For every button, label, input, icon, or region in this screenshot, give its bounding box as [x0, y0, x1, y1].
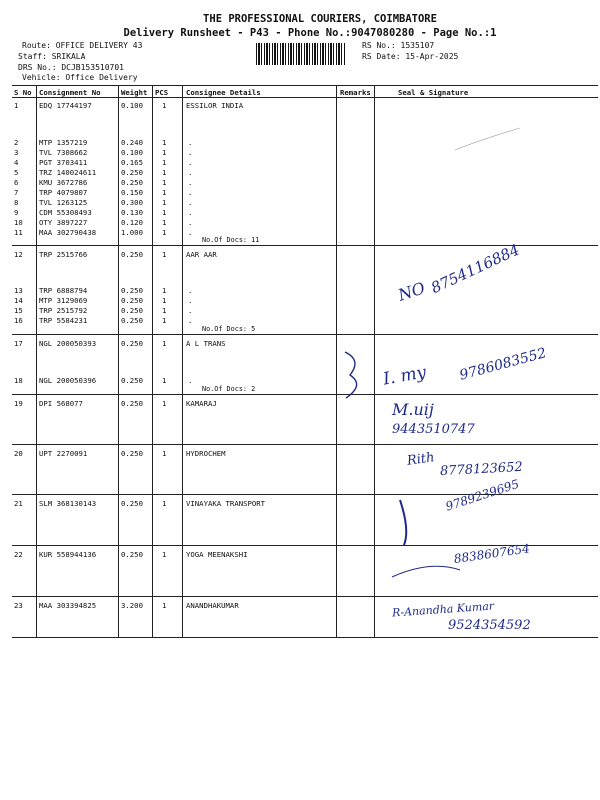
row-weight: 0.250 [121, 178, 143, 187]
row-sno: 22 [14, 550, 23, 559]
row-sno: 23 [14, 601, 23, 610]
handwritten-phone: 9443510747 [392, 422, 475, 437]
bracket-signature-stroke [345, 352, 357, 398]
row-consignment: KMU 3672786 [39, 178, 88, 187]
col-header-remarks: Remarks [340, 88, 371, 97]
row-sno: 17 [14, 339, 23, 348]
row-weight: 0.250 [121, 449, 143, 458]
runsheet-subtitle: Delivery Runsheet - P43 - Phone No.:9047080280 - Page No.:1 [123, 27, 497, 39]
row-consignment: PGT 3703411 [39, 158, 88, 167]
row-consignee: . [188, 198, 193, 207]
row-consignee: AAR AAR [186, 250, 217, 259]
row-consignment: TRP 2515766 [39, 250, 88, 259]
row-consignee: . [188, 178, 193, 187]
row-consignment: EDQ 17744197 [39, 101, 92, 110]
row-weight: 0.120 [121, 218, 143, 227]
row-pcs: 1 [162, 148, 167, 157]
row-pcs: 1 [162, 316, 167, 325]
handwritten-phone: 9786083552 [457, 345, 549, 384]
row-pcs: 1 [162, 601, 167, 610]
col-header-sno: S No [14, 88, 32, 97]
row-sno: 7 [14, 188, 19, 197]
row-consignment: DPI 568077 [39, 399, 83, 408]
row-pcs: 1 [162, 250, 167, 259]
signature-stroke [392, 566, 460, 577]
row-weight: 0.240 [121, 138, 143, 147]
row-consignment: SLM 368130143 [39, 499, 97, 508]
row-sno: 19 [14, 399, 23, 408]
row-sno: 3 [14, 148, 19, 157]
doc-count: No.Of Docs: 2 [202, 385, 256, 393]
col-header-weight: Weight [121, 88, 148, 97]
row-sno: 5 [14, 168, 19, 177]
row-weight: 0.130 [121, 208, 143, 217]
row-consignment: NGL 200050396 [39, 376, 97, 385]
row-pcs: 1 [162, 101, 167, 110]
row-consignee: YOGA MEENAKSHI [186, 550, 248, 559]
col-header-pcs: PCS [155, 88, 169, 97]
rs-number: RS No.: 1535107 [362, 41, 435, 50]
row-pcs: 1 [162, 198, 167, 207]
row-weight: 0.100 [121, 101, 143, 110]
row-consignment: MTP 3129069 [39, 296, 88, 305]
row-pcs: 1 [162, 218, 167, 227]
row-weight: 0.150 [121, 188, 143, 197]
row-consignee: . [188, 376, 193, 385]
row-sno: 11 [14, 228, 23, 237]
handwritten-phone: 9524354592 [448, 618, 531, 633]
row-sno: 9 [14, 208, 19, 217]
row-pcs: 1 [162, 188, 167, 197]
row-sno: 15 [14, 306, 23, 315]
row-consignee: . [188, 138, 193, 147]
row-weight: 1.000 [121, 228, 143, 237]
row-consignment: TRP 4079807 [39, 188, 88, 197]
row-weight: 0.250 [121, 168, 143, 177]
drs-number: DRS No.: DCJB153510701 [18, 63, 124, 72]
handwritten-phone: 8778123652 [439, 459, 524, 480]
rs-date: RS Date: 15-Apr-2025 [362, 52, 459, 61]
handwritten-phone: 8838607654 [453, 541, 531, 566]
handwritten-signature: I. my [381, 362, 428, 390]
row-weight: 0.250 [121, 499, 143, 508]
row-pcs: 1 [162, 228, 167, 237]
row-pcs: 1 [162, 376, 167, 385]
row-consignment: TVL 1263125 [39, 198, 88, 207]
row-pcs: 1 [162, 208, 167, 217]
route: Route: OFFICE DELIVERY 43 [22, 41, 143, 50]
vehicle: Vehicle: Office Delivery [22, 73, 138, 82]
row-sno: 18 [14, 376, 23, 385]
row-consignment: CDM 55308493 [39, 208, 92, 217]
row-consignee: ANANDHAKUMAR [186, 601, 239, 610]
row-sno: 21 [14, 499, 23, 508]
row-consignee: . [188, 296, 193, 305]
row-consignee: . [188, 218, 193, 227]
row-sno: 8 [14, 198, 19, 207]
row-consignment: MTP 1357219 [39, 138, 88, 147]
row-consignee: . [188, 188, 193, 197]
row-pcs: 1 [162, 178, 167, 187]
row-consignee: . [188, 316, 193, 325]
col-header-consignment: Consignment No [39, 88, 101, 97]
col-header-signature: Seal & Signature [398, 88, 469, 97]
doc-count: No.Of Docs: 5 [202, 325, 256, 333]
signature-stroke [400, 500, 406, 545]
row-pcs: 1 [162, 449, 167, 458]
row-consignment: OTY 3897227 [39, 218, 88, 227]
row-sno: 20 [14, 449, 23, 458]
row-weight: 0.250 [121, 286, 143, 295]
row-sno: 6 [14, 178, 19, 187]
row-weight: 0.250 [121, 296, 143, 305]
doc-count: No.Of Docs: 11 [202, 236, 260, 244]
company-title: THE PROFESSIONAL COURIERS, COIMBATORE [203, 13, 437, 25]
row-weight: 0.250 [121, 550, 143, 559]
row-weight: 0.100 [121, 148, 143, 157]
handwritten-phone: 9789239695 [443, 476, 521, 514]
row-consignee: VINAYAKA TRANSPORT [186, 499, 266, 508]
row-weight: 0.300 [121, 198, 143, 207]
row-consignee: . [188, 306, 193, 315]
faint-stroke [455, 128, 520, 150]
row-pcs: 1 [162, 499, 167, 508]
row-consignment: MAA 303394825 [39, 601, 97, 610]
row-consignment: KUR 558944136 [39, 550, 97, 559]
row-consignment: NGL 200050393 [39, 339, 97, 348]
row-sno: 12 [14, 250, 23, 259]
row-consignee: A L TRANS [186, 339, 226, 348]
handwritten-signature: Rith [406, 450, 436, 469]
row-weight: 0.250 [121, 399, 143, 408]
handwritten-phone: 8754116884 [428, 240, 523, 298]
row-consignee: . [188, 286, 193, 295]
row-pcs: 1 [162, 339, 167, 348]
row-sno: 16 [14, 316, 23, 325]
row-weight: 0.250 [121, 250, 143, 259]
row-consignment: TRP 2515792 [39, 306, 88, 315]
row-consignee: KAMARAJ [186, 399, 217, 408]
row-consignment: TRZ 140024611 [39, 168, 97, 177]
row-consignment: UPT 2270091 [39, 449, 88, 458]
row-pcs: 1 [162, 138, 167, 147]
row-consignee: ESSILOR INDIA [186, 101, 244, 110]
row-sno: 2 [14, 138, 19, 147]
row-weight: 0.165 [121, 158, 143, 167]
row-pcs: 1 [162, 296, 167, 305]
row-pcs: 1 [162, 550, 167, 559]
staff: Staff: SRIKALA [18, 52, 86, 61]
row-consignment: TRP 5584231 [39, 316, 88, 325]
row-weight: 0.250 [121, 306, 143, 315]
row-pcs: 1 [162, 168, 167, 177]
handwritten-signature: R-Anandha Kumar [391, 599, 495, 620]
row-consignee: . [188, 148, 193, 157]
row-pcs: 1 [162, 158, 167, 167]
row-sno: 1 [14, 101, 19, 110]
row-consignee: HYDROCHEM [186, 449, 226, 458]
row-consignment: TRP 6888794 [39, 286, 88, 295]
row-weight: 3.200 [121, 601, 143, 610]
row-consignment: TVL 7308662 [39, 148, 88, 157]
row-weight: 0.250 [121, 376, 143, 385]
row-consignee: . [188, 228, 193, 237]
row-sno: 4 [14, 158, 19, 167]
row-weight: 0.250 [121, 316, 143, 325]
row-sno: 14 [14, 296, 23, 305]
col-header-consignee: Consignee Details [186, 88, 261, 97]
row-consignee: . [188, 168, 193, 177]
row-pcs: 1 [162, 399, 167, 408]
row-consignee: . [188, 158, 193, 167]
row-consignee: . [188, 208, 193, 217]
row-pcs: 1 [162, 306, 167, 315]
handwritten-signature: M.uij [392, 400, 434, 419]
row-consignment: MAA 302790438 [39, 228, 97, 237]
row-pcs: 1 [162, 286, 167, 295]
row-sno: 13 [14, 286, 23, 295]
row-weight: 0.250 [121, 339, 143, 348]
row-sno: 10 [14, 218, 23, 227]
handwritten-note: NO [395, 278, 428, 305]
